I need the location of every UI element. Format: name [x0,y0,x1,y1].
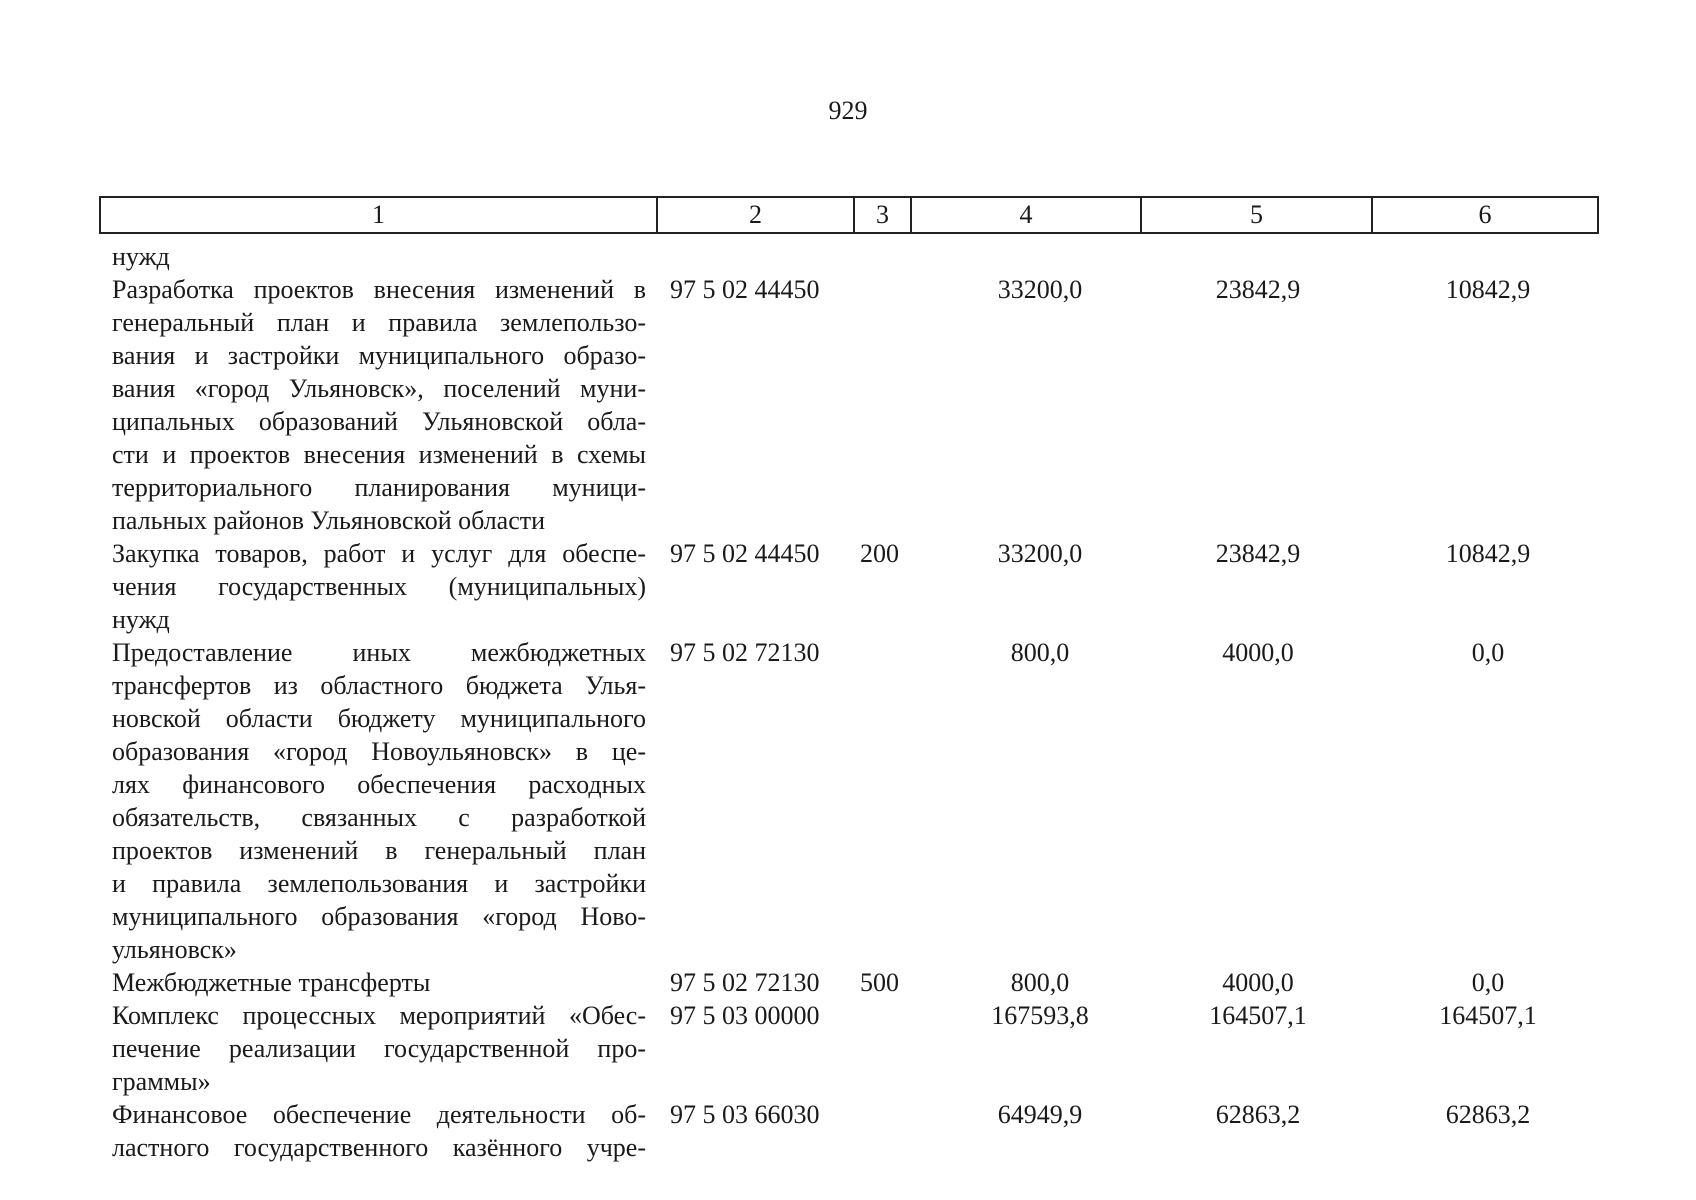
row-code: 97 5 03 66030 [670,1100,820,1129]
row-value-col5: 4000,0 [1222,968,1294,997]
row-code: 97 5 02 72130 [670,968,820,997]
row-value-col6: 164507,1 [1439,1001,1537,1030]
table-row [0,966,1696,999]
row-value-col6: 0,0 [1471,968,1505,997]
description-line: пальных районов Ульяновской области [112,506,546,535]
description-line: Разработка проектов внесения изменений в [112,275,646,304]
row-value-col5: 164507,1 [1209,1001,1307,1030]
row-description [112,273,646,537]
description-line: и правила землепользования и застройки [112,869,646,898]
description-line: ципальных образований Ульяновской обла- [112,407,646,436]
description-line: нужд [112,242,170,271]
description-line: образования «город Новоульяновск» в це- [112,737,646,766]
description-line: обязательств, связанных с разработкой [112,803,646,832]
row-value-col5: 4000,0 [1222,638,1294,667]
description-line: Закупка товаров, работ и услуг для обеспе- [112,539,646,568]
description-line: нужд [112,605,170,634]
column-header-2: 2 [657,197,854,233]
description-line: Комплекс процессных мероприятий «Обес- [112,1001,646,1030]
description-line: Предоставление иных межбюджетных [112,638,646,667]
table-body [0,240,1696,1164]
row-expense-type: 500 [860,968,899,997]
row-value-col5: 23842,9 [1215,539,1301,568]
table-row [0,999,1696,1098]
column-header-3: 3 [854,197,911,233]
description-line: муниципального образования «город Ново- [112,902,646,931]
description-line: вания «город Ульяновск», поселений муни- [112,374,646,403]
description-line: лях финансового обеспечения расходных [112,770,646,799]
row-value-col5: 62863,2 [1215,1100,1301,1129]
row-value-col6: 62863,2 [1445,1100,1531,1129]
row-code: 97 5 02 44450 [670,275,820,304]
row-value-col4: 800,0 [1010,968,1070,997]
row-value-col4: 33200,0 [997,539,1083,568]
row-code: 97 5 02 44450 [670,539,820,568]
row-expense-type: 200 [860,539,899,568]
row-value-col6: 10842,9 [1445,539,1531,568]
description-line: сти и проектов внесения изменений в схемы [112,440,646,469]
row-description [112,240,646,273]
column-header-row [100,197,1598,233]
description-line: Финансовое обеспечение деятельности об- [112,1100,646,1129]
description-line: вания и застройки муниципального образо- [112,341,646,370]
table-row [0,1098,1696,1164]
description-line: ластного государственного казённого учре- [112,1133,646,1162]
description-line: территориального планирования муници- [112,473,646,502]
row-description [112,1098,646,1164]
description-line: ульяновск» [112,935,237,964]
row-value-col6: 0,0 [1471,638,1505,667]
description-line: генеральный план и правила землепользо- [112,308,646,337]
column-header-table [99,196,1599,234]
column-header-6: 6 [1372,197,1598,233]
description-line: граммы» [112,1067,211,1096]
column-header-4: 4 [911,197,1141,233]
row-code: 97 5 03 00000 [670,1001,820,1030]
row-description [112,537,646,636]
row-value-col4: 33200,0 [997,275,1083,304]
description-line: проектов изменений в генеральный план [112,836,646,865]
table-row [0,636,1696,966]
description-line: чения государственных (муниципальных) [112,572,646,601]
row-description [112,966,646,999]
description-line: печение реализации государственной про- [112,1034,646,1063]
description-line: трансфертов из областного бюджета Улья- [112,671,646,700]
description-line: новской области бюджету муниципального [112,704,646,733]
page-number: 929 [828,96,868,125]
table-row [0,240,1696,273]
row-description [112,636,646,966]
description-line: Межбюджетные трансферты [112,968,431,997]
row-value-col4: 64949,9 [997,1100,1083,1129]
row-description [112,999,646,1098]
row-value-col4: 800,0 [1010,638,1070,667]
row-value-col4: 167593,8 [991,1001,1089,1030]
row-value-col5: 23842,9 [1215,275,1301,304]
table-row [0,273,1696,537]
row-code: 97 5 02 72130 [670,638,820,667]
row-value-col6: 10842,9 [1445,275,1531,304]
table-row [0,537,1696,636]
column-header-1: 1 [100,197,657,233]
column-header-5: 5 [1141,197,1372,233]
